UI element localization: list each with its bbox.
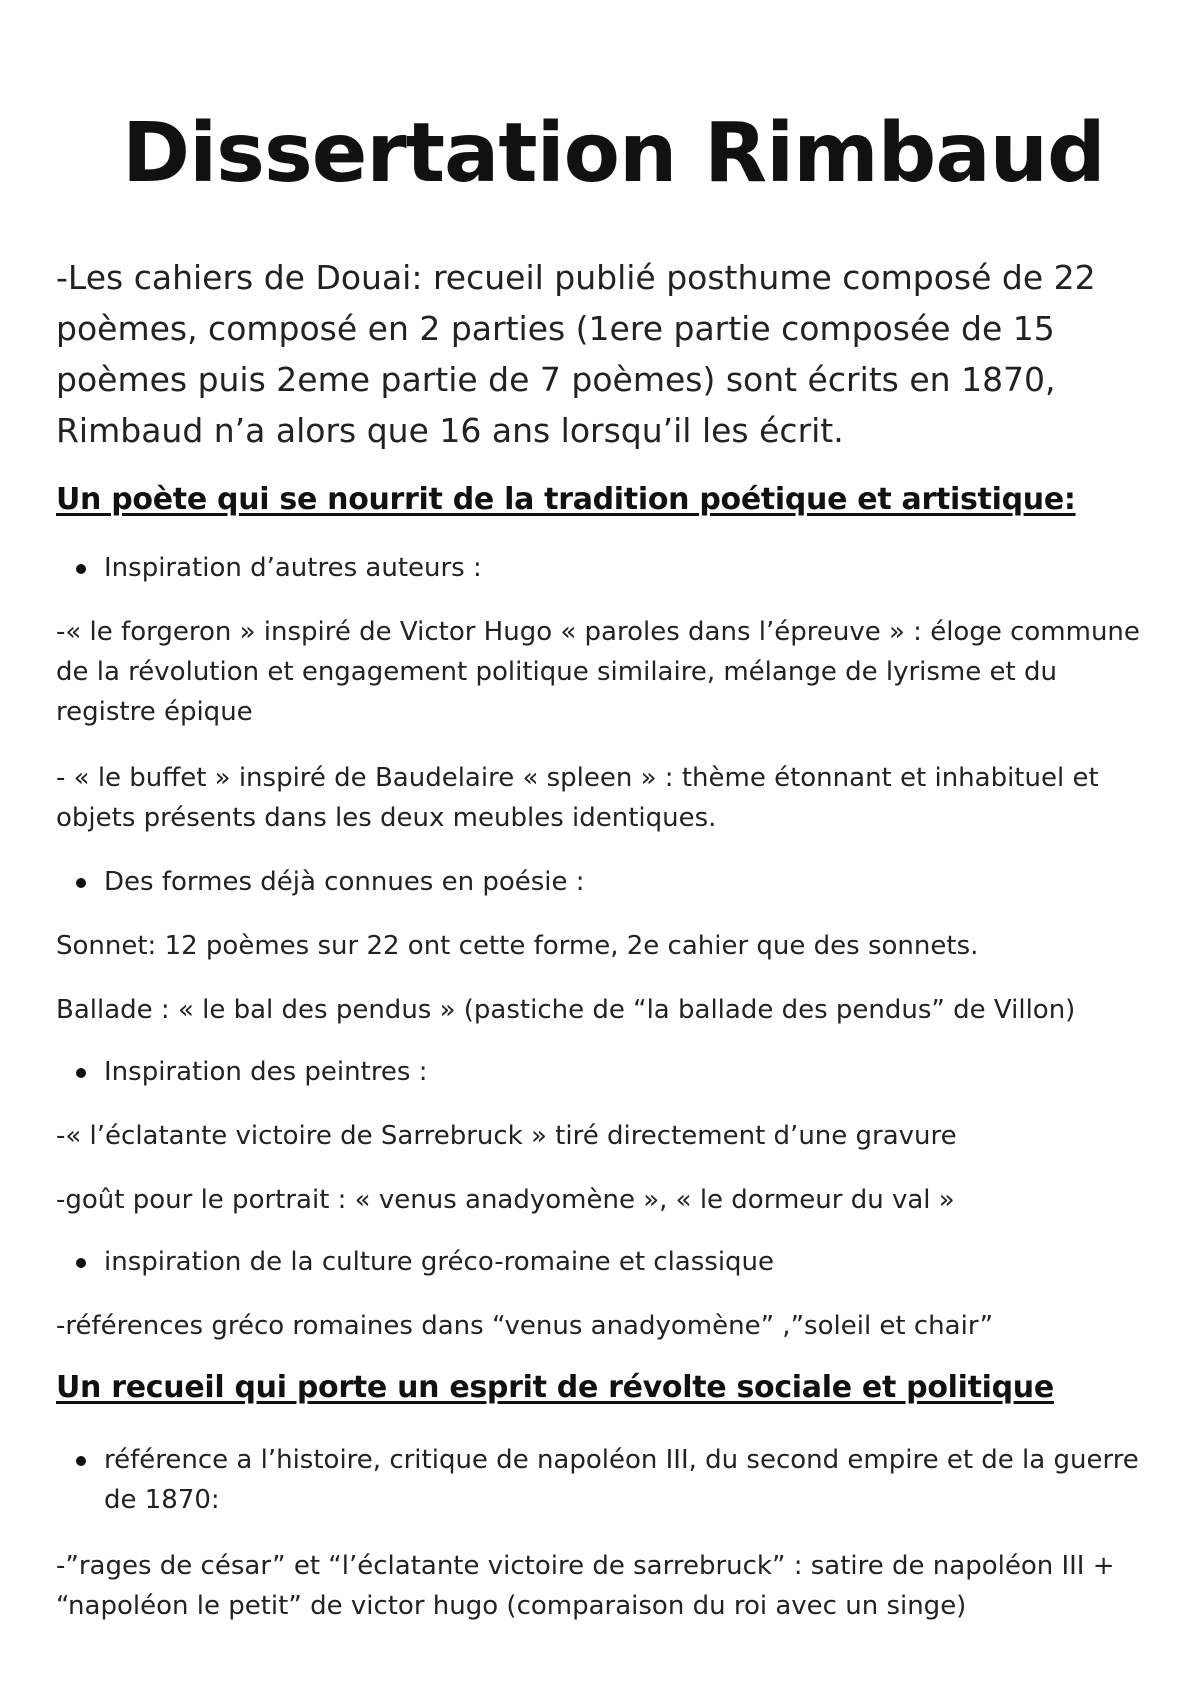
paragraph: Ballade : « le bal des pendus » (pastiche de “la ballade des pendus” de Villon) <box>56 995 1076 1025</box>
bullet-item <box>56 548 1156 588</box>
bullet-text: Inspiration d’autres auteurs : <box>104 553 482 583</box>
bullet-text: Inspiration des peintres : <box>104 1057 428 1087</box>
bullet-icon <box>76 1258 86 1268</box>
bullet-item <box>56 1052 1156 1092</box>
paragraph: -références gréco romaines dans “venus anadyomène” ,”soleil et chair” <box>56 1311 994 1341</box>
section-heading-1: Un poète qui se nourrit de la tradition poétique et artistique: <box>56 482 1076 517</box>
bullet-item <box>56 862 1156 902</box>
page-title: Dissertation Rimbaud <box>122 106 1105 201</box>
bullet-icon <box>76 878 86 888</box>
bullet-text: Des formes déjà connues en poésie : <box>104 867 585 897</box>
bullet-item <box>56 1242 1156 1282</box>
paragraph: -goût pour le portrait : « venus anadyomène », « le dormeur du val » <box>56 1185 955 1215</box>
bullet-icon <box>76 1068 86 1078</box>
paragraph: Sonnet: 12 poèmes sur 22 ont cette forme, 2e cahier que des sonnets. <box>56 931 979 961</box>
bullet-icon <box>76 1456 86 1466</box>
paragraph: -”rages de césar” et “l’éclatante victoire de sarrebruck” : satire de napoléon III + “napoléon le petit” de victor hugo (comparaison du roi avec un singe) <box>56 1551 1115 1621</box>
paragraph: - « le buffet » inspiré de Baudelaire « spleen » : thème étonnant et inhabituel et objets présents dans les deux meubles identiques. <box>56 763 1099 833</box>
paragraph: -« le forgeron » inspiré de Victor Hugo « paroles dans l’épreuve » : éloge commune de la révolution et engagement politique similaire, mélange de lyrisme et du registre épique <box>56 617 1140 727</box>
section-heading-2: Un recueil qui porte un esprit de révolte sociale et politique <box>56 1370 1054 1405</box>
bullet-item <box>56 1440 1156 1520</box>
bullet-text: inspiration de la culture gréco-romaine et classique <box>104 1247 775 1277</box>
paragraph: -« l’éclatante victoire de Sarrebruck » tiré directement d’une gravure <box>56 1121 957 1151</box>
bullet-icon <box>76 564 86 574</box>
intro-paragraph: -Les cahiers de Douai: recueil publié posthume composé de 22 poèmes, composé en 2 parties (1ere partie composée de 15 poèmes puis 2eme partie de 7 poèmes) sont écrits en 1870, Rimbaud n’a alors que 16 ans lorsqu’il les écrit. <box>56 258 1096 450</box>
bullet-text: référence a l’histoire, critique de napoléon III, du second empire et de la guerre de 1870: <box>104 1445 1139 1515</box>
